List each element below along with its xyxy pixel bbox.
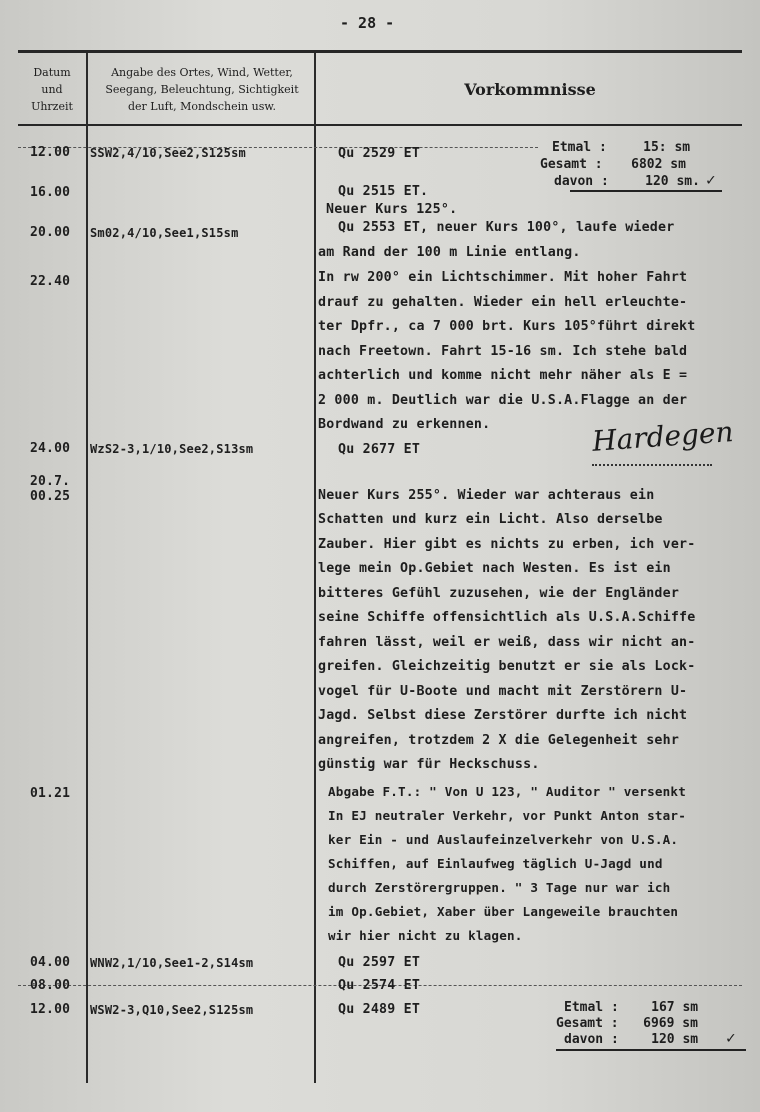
time-1200: 12.00 — [30, 145, 71, 160]
entry-qu-2489: Qu 2489 ET — [338, 1002, 421, 1017]
date-20-7: 20.7. — [30, 474, 71, 489]
entry-kurs-125: Neuer Kurs 125°. — [326, 202, 458, 217]
signature: Hardegen — [591, 415, 735, 458]
log-page: - 28 - Datum und Uhrzeit Angabe des Ortes, Wind, Wetter, Seegang, Beleuchtung, Sichtigkeit der Luft, Mondschein usw. Vorkommnisse 12.00 16.00 20.00 22.40 24.00 20.7. 00.25 01.21 04.00 08.00 12.00 SSW2,4/10,See2,S125sm Sm02,4/10,See1,S15sm WzS2-3,1/10,See2,S13sm WNW2,1/10,See1-2,S14sm WSW2-3,Q10,See2,S125sm Qu 2529 ET Qu 2515 ET. Neuer Kurs 125°. Qu 2553 ET, neuer Kurs 100°, laufe wieder am Rand der 100 m Linie entlang. In rw 200° ein Lichtschimmer. Mit hoher Fahrt drauf zu gehalten. Wieder ein hell erleuchte- ter Dpfr., ca 7 000 brt. Kurs 105°führt direkt nach Freetown. Fahrt 15-16 sm. Ich stehe bald achterlich und komme nicht mehr näher als E = 2 000 m. Deutlich war die U.S.A.Flagge an der Bordwand zu erkennen. Qu 2677 ET Hardegen Neuer Kurs 255°. Wieder war achteraus ein Schatten und kurz ein Licht. Also derselbe Zauber. Hier gibt es nichts zu erben, ich ver- lege mein Op.Gebiet nach Westen. Es ist ein bitteres Gefühl zuzusehen, wie der Engländer seine Schiffe offensichtlich als U.S.A.Schiffe fahren lässt, weil er weiß, dass wir nicht an- greifen. Gleichzeitig benutzt er sie als Lock- vogel für U-Boote und macht mit Zerstörern U- Jagd. Selbst diese Zerstörer durfte ich nicht angreifen, trotzdem 2 X die Gelegenheit sehr günstig war für Heckschuss. Abgabe F.T.: " Von U 123, " Auditor " versenkt In EJ neutraler Verkehr, vor Punkt Anton star- ker Ein - und Auslaufeinzelverkehr von U.S.A. Schiffen, auf Einlaufweg täglich U-Jagd und durch Zerstörergruppen. " 3 Tage nur war ich im Op.Gebiet, Xaber über Langeweile brauchten wir hier nicht zu klagen. Qu 2597 ET Qu 2574 ET Qu 2489 ET Etmal : 15: sm Gesamt : 6802 sm davon : 120 sm. ✓ Etmal : 167 sm Gesamt : 6969 sm davon : 120 sm ✓ — [0, 0, 760, 1112]
header-events: Vorkommnisse — [464, 80, 596, 99]
time-2000: 20.00 — [30, 225, 71, 240]
check-mark-2: ✓ — [726, 1028, 736, 1047]
entry-qu-2597: Qu 2597 ET — [338, 955, 421, 970]
time-1600: 16.00 — [30, 185, 71, 200]
weather-1200: SSW2,4/10,See2,S125sm — [90, 146, 246, 160]
check-mark-1: ✓ — [706, 170, 716, 189]
time-2240: 22.40 — [30, 274, 71, 289]
summary-underline — [570, 190, 722, 192]
entry-qu-2515: Qu 2515 ET. — [338, 184, 429, 199]
time-0025: 00.25 — [30, 489, 71, 504]
header-date-time: Datum und Uhrzeit — [31, 66, 73, 113]
summary-underline — [556, 1049, 746, 1051]
time-2400: 24.00 — [30, 441, 71, 456]
time-0121: 01.21 — [30, 786, 71, 801]
weather-2000: Sm02,4/10,See1,S15sm — [90, 226, 239, 240]
col-divider-1 — [86, 53, 88, 1083]
page-number: - 28 - — [340, 14, 395, 32]
entry-qu-2529: Qu 2529 ET — [338, 146, 421, 161]
col-divider-2 — [314, 53, 316, 1083]
weather-0400: WNW2,1/10,See1-2,S14sm — [90, 956, 254, 970]
header-conditions: Angabe des Ortes, Wind, Wetter, Seegang, Beleuchtung, Sichtigkeit der Luft, Mondschein usw. — [105, 66, 299, 113]
header-rule — [18, 124, 742, 126]
weather-2400: WzS2-3,1/10,See2,S13sm — [90, 442, 254, 456]
weather-1200-b: WSW2-3,Q10,See2,S125sm — [90, 1003, 254, 1017]
entry-qu-2677: Qu 2677 ET — [338, 442, 421, 457]
time-0800: 08.00 — [30, 978, 71, 993]
time-1200-b: 12.00 — [30, 1002, 71, 1017]
top-rule — [18, 50, 742, 53]
time-0400: 04.00 — [30, 955, 71, 970]
signature-line — [592, 464, 712, 466]
entry-qu-2574: Qu 2574 ET — [338, 978, 421, 993]
